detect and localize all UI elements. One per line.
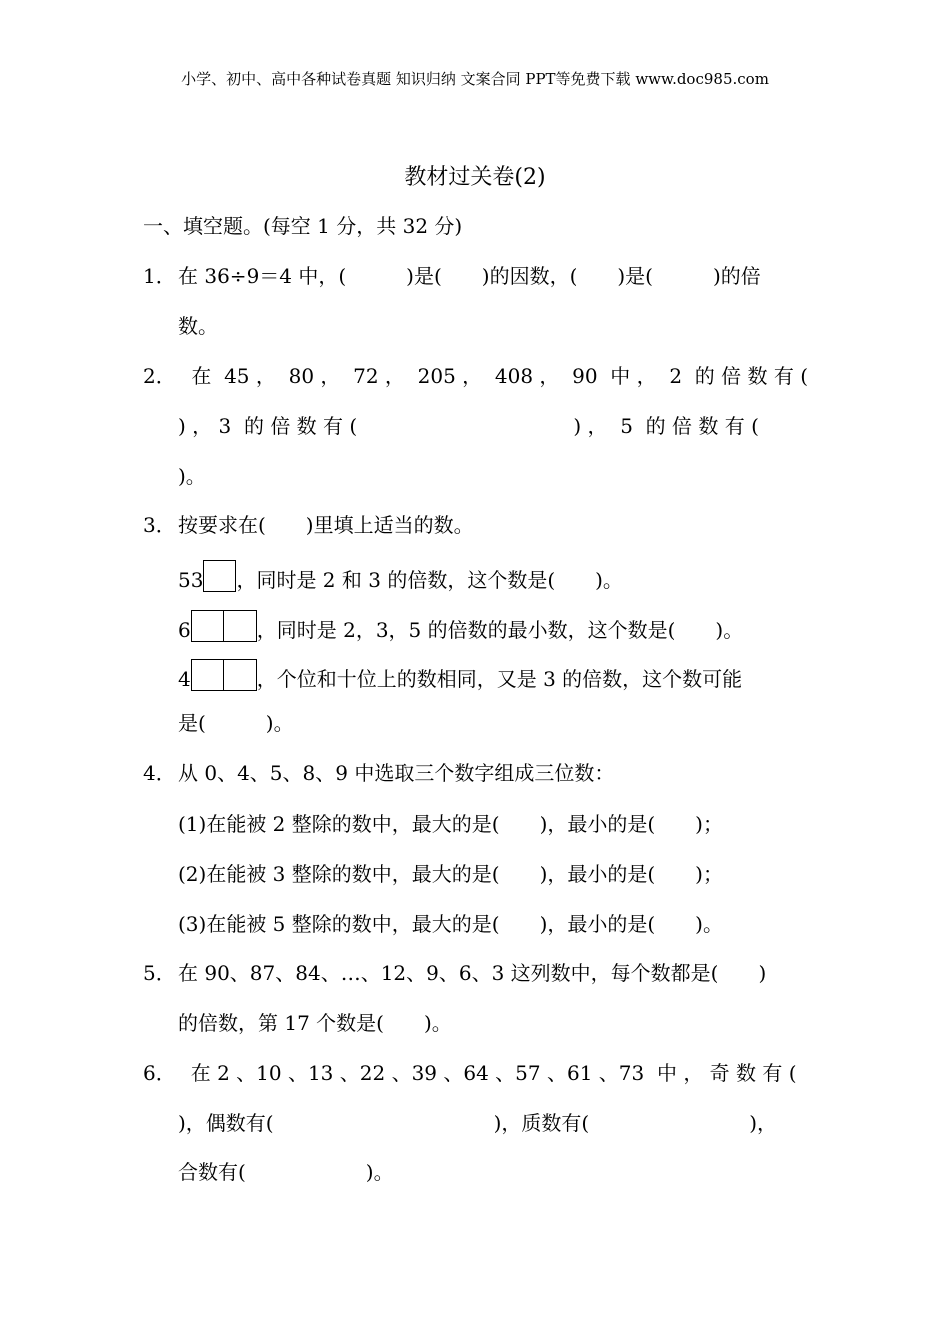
q6-text: 在 2 、10 、13 、22 、39 、64 、57 、61 、73 中 ， 奇 数 有 ( bbox=[178, 1061, 797, 1085]
q3b-line bbox=[178, 610, 743, 644]
section-heading: 一、填空题。(每空 1 分，共 32 分) bbox=[143, 214, 463, 238]
q3c-line bbox=[178, 659, 742, 693]
q6-line3: 合数有( )。 bbox=[178, 1160, 394, 1184]
q4-sub2: (2)在能被 3 整除的数中，最大的是( )，最小的是( )； bbox=[178, 862, 723, 886]
q2-line2: ) ， 3 的 倍 数 有 ( ) ， 5 的 倍 数 有 ( bbox=[178, 414, 759, 438]
q4-number: 4． bbox=[143, 761, 176, 785]
q3-text: 按要求在( )里填上适当的数。 bbox=[178, 513, 474, 537]
q6-number: 6． bbox=[143, 1061, 176, 1085]
answer-box-double[interactable] bbox=[191, 610, 257, 642]
q6-line2: )，偶数有( )，质数有( )， bbox=[178, 1111, 778, 1135]
q3c-prefix: 4 bbox=[178, 667, 191, 691]
q3b-prefix: 6 bbox=[178, 618, 191, 642]
q2-text: 在 45 ， 80 ， 72 ， 205 ， 408 ， 90 中 ， 2 的 倍 数 有 ( bbox=[185, 364, 809, 388]
page-header: 小学、初中、高中各种试卷真题 知识归纳 文案合同 PPT等免费下载 www.doc985.com bbox=[181, 70, 769, 88]
q5-continuation: 的倍数，第 17 个数是( )。 bbox=[178, 1011, 452, 1035]
q3-number: 3． bbox=[143, 513, 176, 537]
q3a-text: ，同时是 2 和 3 的倍数，这个数是( )。 bbox=[236, 568, 623, 592]
answer-box[interactable] bbox=[203, 560, 236, 592]
q1-text: 在 36÷9＝4 中，( )是( )的因数，( )是( )的倍 bbox=[178, 264, 761, 288]
q1-number: 1． bbox=[143, 264, 176, 288]
q5-text: 在 90、87、84、…、12、9、6、3 这列数中，每个数都是( ) bbox=[178, 961, 767, 985]
q3b-text: ，同时是 2，3，5 的倍数的最小数，这个数是( )。 bbox=[256, 618, 744, 642]
q4-sub3: (3)在能被 5 整除的数中，最大的是( )，最小的是( )。 bbox=[178, 912, 723, 936]
q2-line3: )。 bbox=[178, 464, 206, 488]
answer-box-double[interactable] bbox=[191, 659, 257, 691]
q3c-text: ，个位和十位上的数相同，又是 3 的倍数，这个数可能 bbox=[256, 667, 743, 691]
q4-sub1: (1)在能被 2 整除的数中，最大的是( )，最小的是( )； bbox=[178, 812, 723, 836]
q4-text: 从 0、4、5、8、9 中选取三个数字组成三位数： bbox=[178, 761, 615, 785]
page-title: 教材过关卷(2) bbox=[404, 165, 546, 190]
q5-number: 5． bbox=[143, 961, 176, 985]
q3a-prefix: 53 bbox=[178, 568, 204, 592]
q1-continuation: 数。 bbox=[178, 314, 218, 338]
q3a-line bbox=[178, 560, 623, 594]
q2-number: 2． bbox=[143, 364, 176, 388]
q3c-continuation: 是( )。 bbox=[178, 711, 294, 735]
